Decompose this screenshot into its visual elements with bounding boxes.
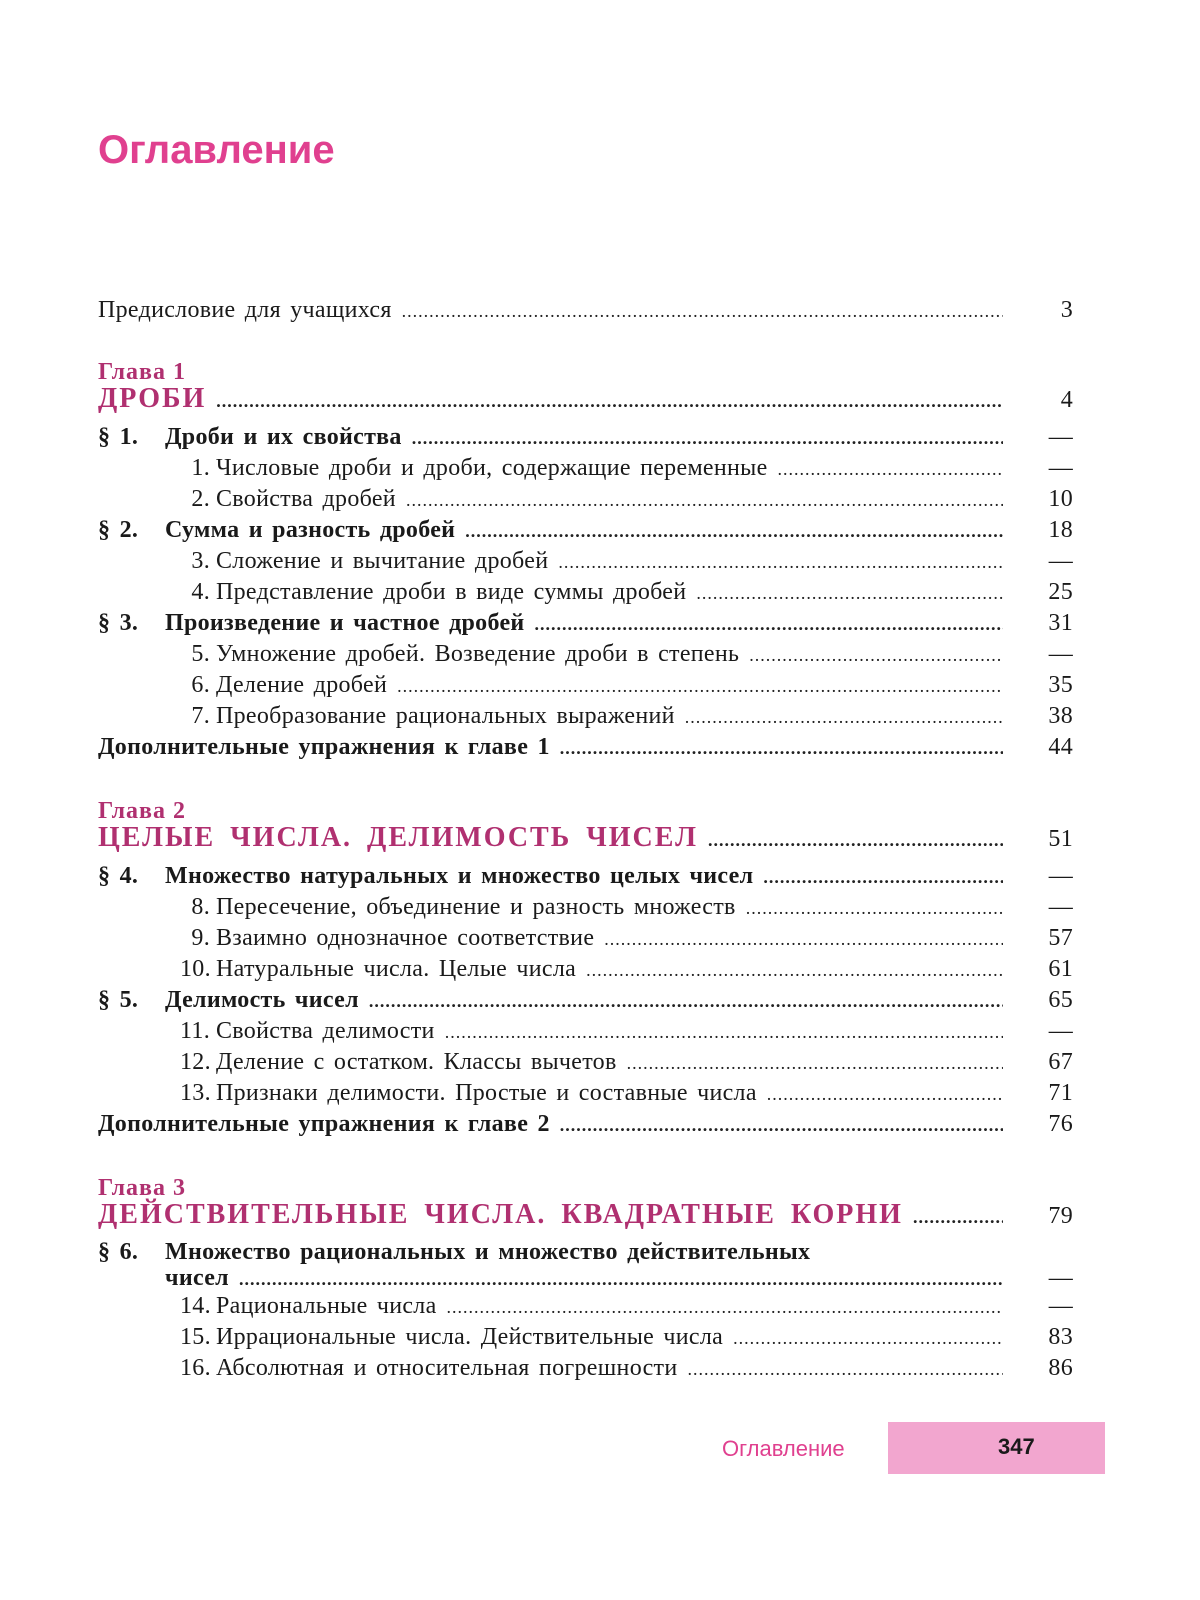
- leader-dots: [586, 955, 1003, 985]
- item-number: 14.: [180, 1293, 211, 1319]
- item-number: 8.: [191, 894, 210, 920]
- section-number: § 1.: [98, 424, 139, 450]
- toc-page-number: 86: [1048, 1355, 1073, 1381]
- item-number: 4.: [191, 579, 210, 605]
- item-number: 9.: [191, 925, 210, 951]
- leader-dots: [447, 1292, 1003, 1322]
- extra-exercises-title: Дополнительные упражнения к главе 1: [98, 734, 550, 760]
- toc-page-number: 76: [1048, 1111, 1073, 1137]
- toc-extra-exercises[interactable]: [98, 732, 1073, 763]
- section-number: § 5.: [98, 987, 139, 1013]
- toc-page-number: —: [1048, 1018, 1073, 1044]
- item-title: Пересечение, объединение и разность множеств: [216, 894, 736, 920]
- toc-page-number: 67: [1048, 1049, 1073, 1075]
- running-footer-label: Оглавление: [722, 1436, 845, 1461]
- item-number: 16.: [180, 1355, 211, 1381]
- toc-page-number: 65: [1048, 987, 1073, 1013]
- toc-page-number: 61: [1048, 956, 1073, 982]
- toc-item[interactable]: [98, 484, 1073, 515]
- toc-page-number: —: [1048, 641, 1073, 667]
- toc-item[interactable]: [98, 1078, 1073, 1109]
- chapter-label: Глава 1: [98, 359, 186, 385]
- item-number: 1.: [191, 455, 210, 481]
- leader-dots: [913, 1202, 1003, 1232]
- toc-chapter-title[interactable]: [98, 384, 1073, 416]
- leader-dots: [216, 386, 1003, 416]
- toc-item[interactable]: [98, 923, 1073, 954]
- toc-page-number: 51: [1048, 826, 1073, 852]
- leader-dots: [402, 296, 1003, 326]
- leader-dots: [749, 640, 1003, 670]
- chapter-title: ДРОБИ: [98, 383, 207, 414]
- leader-dots: [746, 893, 1003, 923]
- chapter-title: ДЕЙСТВИТЕЛЬНЫЕ ЧИСЛА. КВАДРАТНЫЕ КОРНИ: [98, 1199, 903, 1230]
- item-number: 2.: [191, 486, 210, 512]
- toc-page-number: —: [1048, 548, 1073, 574]
- leader-dots: [397, 671, 1003, 701]
- leader-dots: [445, 1017, 1003, 1047]
- toc-page-number: 10: [1048, 486, 1073, 512]
- leader-dots: [685, 702, 1003, 732]
- leader-dots: [604, 924, 1003, 954]
- toc-section[interactable]: [98, 861, 1073, 892]
- leader-dots: [465, 516, 1003, 546]
- item-title: Деление с остатком. Классы вычетов: [216, 1049, 617, 1075]
- toc-page-number: 71: [1048, 1080, 1073, 1106]
- item-number: 10.: [180, 956, 211, 982]
- toc-item[interactable]: [98, 1353, 1073, 1384]
- extra-exercises-title: Дополнительные упражнения к главе 2: [98, 1111, 550, 1137]
- toc-item[interactable]: [98, 1322, 1073, 1353]
- toc-item[interactable]: [98, 453, 1073, 484]
- leader-dots: [763, 862, 1003, 892]
- item-number: 3.: [191, 548, 210, 574]
- section-title: Сумма и разность дробей: [165, 517, 456, 543]
- section-title: Делимость чисел: [165, 987, 359, 1013]
- item-title: Взаимно однозначное соответствие: [216, 925, 595, 951]
- item-title: Преобразование рациональных выражений: [216, 703, 675, 729]
- leader-dots: [239, 1267, 1003, 1291]
- toc-page-number: 35: [1048, 672, 1073, 698]
- toc-page-number: 83: [1048, 1324, 1073, 1350]
- section-title: Произведение и частное дробей: [165, 610, 525, 636]
- leader-dots: [560, 1110, 1003, 1140]
- table-of-contents: [98, 295, 1073, 1384]
- toc-page-number: 18: [1048, 517, 1073, 543]
- toc-entry-label: Предисловие для учащихся: [98, 297, 392, 323]
- item-number: 6.: [191, 672, 210, 698]
- item-title: Натуральные числа. Целые числа: [216, 956, 577, 982]
- toc-item[interactable]: [98, 954, 1073, 985]
- toc-page-number: 44: [1048, 734, 1073, 760]
- toc-page-number: —: [1048, 455, 1073, 481]
- item-title: Представление дроби в виде суммы дробей: [216, 579, 687, 605]
- toc-item[interactable]: [98, 546, 1073, 577]
- toc-page-number: 25: [1048, 579, 1073, 605]
- page-title: Оглавление: [98, 128, 335, 172]
- toc-page-number: —: [1048, 1265, 1073, 1291]
- toc-section[interactable]: [98, 985, 1073, 1016]
- leader-dots: [535, 609, 1003, 639]
- leader-dots: [696, 578, 1003, 608]
- toc-item[interactable]: [98, 1291, 1073, 1322]
- section-title: Дроби и их свойства: [165, 424, 402, 450]
- toc-section[interactable]: [98, 515, 1073, 546]
- section-title: Множество натуральных и множество целых чисел: [165, 863, 754, 889]
- item-number: 5.: [191, 641, 210, 667]
- toc-section[interactable]: [98, 422, 1073, 453]
- toc-section-continuation[interactable]: [98, 1266, 1073, 1291]
- section-number: § 2.: [98, 517, 139, 543]
- item-title: Сложение и вычитание дробей: [216, 548, 549, 574]
- toc-page-number: —: [1048, 424, 1073, 450]
- page-number: 347: [998, 1434, 1035, 1459]
- item-title: Числовые дроби и дроби, содержащие переменные: [216, 455, 768, 481]
- toc-page-number: 79: [1048, 1203, 1073, 1229]
- chapter-label: Глава 3: [98, 1175, 186, 1201]
- item-number: 11.: [180, 1018, 211, 1044]
- chapter-title: ЦЕЛЫЕ ЧИСЛА. ДЕЛИМОСТЬ ЧИСЕЛ: [98, 822, 698, 853]
- toc-item[interactable]: [98, 577, 1073, 608]
- item-number: 13.: [180, 1080, 211, 1106]
- section-title-line2: чисел: [165, 1265, 229, 1291]
- chapter-label: Глава 2: [98, 798, 186, 824]
- leader-dots: [767, 1079, 1003, 1109]
- leader-dots: [708, 825, 1003, 855]
- toc-chapter-title[interactable]: [98, 1200, 1073, 1232]
- item-number: 7.: [191, 703, 210, 729]
- item-title: Признаки делимости. Простые и составные числа: [216, 1080, 757, 1106]
- section-number: § 3.: [98, 610, 139, 636]
- section-number: § 6.: [98, 1239, 139, 1265]
- toc-page-number: —: [1048, 1293, 1073, 1319]
- item-number: 12.: [180, 1049, 211, 1075]
- toc-chapter-title[interactable]: [98, 823, 1073, 855]
- toc-item[interactable]: [98, 1047, 1073, 1078]
- leader-dots: [627, 1048, 1003, 1078]
- leader-dots: [558, 547, 1003, 577]
- toc-item[interactable]: [98, 1016, 1073, 1047]
- item-title: Иррациональные числа. Действительные числа: [216, 1324, 724, 1350]
- item-title: Свойства дробей: [216, 486, 396, 512]
- toc-page-number: 57: [1048, 925, 1073, 951]
- leader-dots: [687, 1354, 1003, 1384]
- toc-page-number: —: [1048, 863, 1073, 889]
- leader-dots: [412, 423, 1003, 453]
- toc-section: [98, 1238, 1073, 1266]
- toc-entry-preface[interactable]: [98, 295, 1073, 326]
- section-number: § 4.: [98, 863, 139, 889]
- leader-dots: [369, 986, 1003, 1016]
- toc-extra-exercises[interactable]: [98, 1109, 1073, 1140]
- toc-page-number: 31: [1048, 610, 1073, 636]
- leader-dots: [406, 485, 1003, 515]
- item-title: Деление дробей: [216, 672, 388, 698]
- toc-page-number: —: [1048, 894, 1073, 920]
- leader-dots: [778, 454, 1003, 484]
- toc-item[interactable]: [98, 701, 1073, 732]
- item-title: Рациональные числа: [216, 1293, 437, 1319]
- item-title: Абсолютная и относительная погрешности: [216, 1355, 678, 1381]
- toc-page-number: 3: [1060, 297, 1073, 323]
- toc-item[interactable]: [98, 670, 1073, 701]
- toc-item[interactable]: [98, 892, 1073, 923]
- toc-section[interactable]: [98, 608, 1073, 639]
- leader-dots: [560, 733, 1003, 763]
- item-title: Свойства делимости: [216, 1018, 435, 1044]
- leader-dots: [733, 1323, 1003, 1353]
- toc-item[interactable]: [98, 639, 1073, 670]
- toc-page-number: 4: [1060, 387, 1073, 413]
- item-number: 15.: [180, 1324, 211, 1350]
- toc-page-number: 38: [1048, 703, 1073, 729]
- page-number-tab: [888, 1422, 1105, 1474]
- section-title-line1: Множество рациональных и множество действительных: [165, 1239, 811, 1265]
- item-title: Умножение дробей. Возведение дроби в степень: [216, 641, 740, 667]
